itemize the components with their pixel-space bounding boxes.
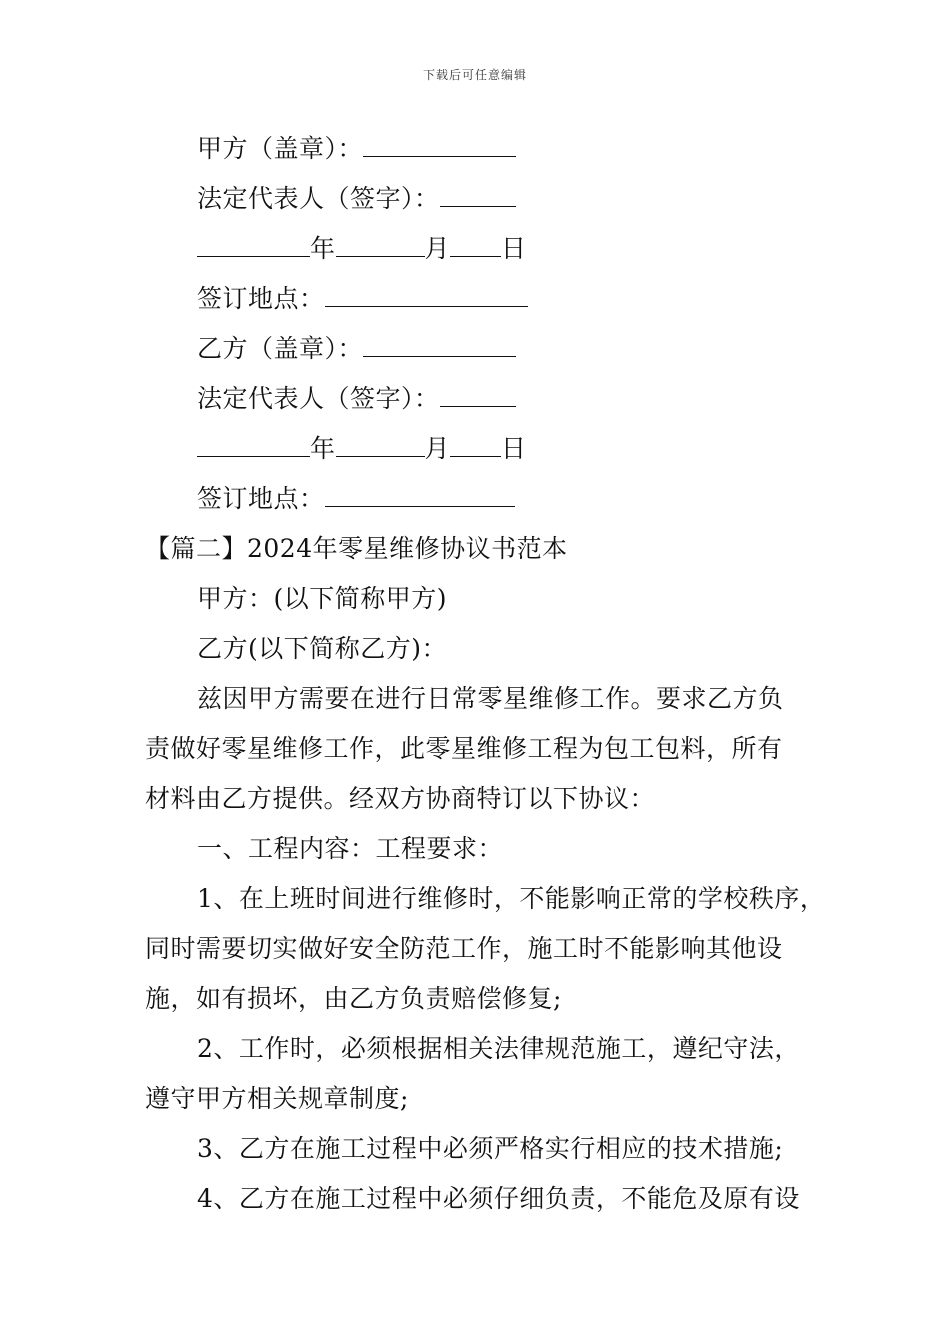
- legal-rep-b-line: [197, 384, 516, 414]
- paragraph-line: 4、乙方在施工过程中必须仔细负责，不能危及原有设: [197, 1184, 800, 1213]
- paragraph-line: 兹因甲方需要在进行日常零星维修工作。要求乙方负: [197, 684, 784, 713]
- day-label: 日: [501, 234, 527, 263]
- place-a-line: [197, 284, 528, 314]
- clause-heading: 一、工程内容：工程要求：: [197, 834, 504, 863]
- party-a-text: 甲方：(以下简称甲方): [197, 584, 448, 613]
- party-a-seal-line: [197, 134, 516, 164]
- party-b-seal-line: [197, 334, 516, 364]
- date-a-line: [197, 234, 527, 264]
- party-b-text: 乙方(以下简称乙方)：: [197, 634, 448, 663]
- legal-rep-a-line: [197, 184, 516, 214]
- day-label: 日: [501, 434, 527, 463]
- section-title: 【篇二】2024年零星维修协议书范本: [145, 534, 568, 563]
- party-a-seal-label: 甲方（盖章）：: [197, 134, 364, 163]
- blank-underline: [197, 234, 310, 257]
- blank-underline: [325, 284, 528, 307]
- party-b-seal-label: 乙方（盖章）：: [197, 334, 364, 363]
- blank-underline: [440, 184, 516, 207]
- blank-underline: [336, 234, 425, 257]
- year-label: 年: [310, 234, 336, 263]
- blank-underline: [363, 134, 516, 157]
- legal-rep-a-label: 法定代表人（签字）：: [197, 184, 440, 213]
- blank-underline: [450, 234, 501, 257]
- blank-underline: [440, 384, 516, 407]
- blank-underline: [336, 434, 425, 457]
- month-label: 月: [424, 434, 451, 463]
- paragraph-line: 2、工作时，必须根据相关法律规范施工，遵纪守法，: [197, 1034, 800, 1063]
- date-b-line: [197, 434, 527, 464]
- blank-underline: [197, 434, 310, 457]
- paragraph-line: 3、乙方在施工过程中必须严格实行相应的技术措施;: [197, 1134, 784, 1163]
- paragraph-line: 施，如有损坏，由乙方负责赔偿修复;: [145, 984, 562, 1013]
- paragraph-line: 材料由乙方提供。经双方协商特订以下协议：: [145, 784, 656, 813]
- legal-rep-b-label: 法定代表人（签字）：: [197, 384, 440, 413]
- place-b-label: 签订地点：: [197, 484, 325, 513]
- paragraph-line: 遵守甲方相关规章制度;: [145, 1084, 409, 1113]
- paragraph-line: 1、在上班时间进行维修时，不能影响正常的学校秩序，: [197, 884, 826, 913]
- place-a-label: 签订地点：: [197, 284, 325, 313]
- place-b-line: [197, 484, 515, 514]
- paragraph-line: 责做好零星维修工作，此零星维修工程为包工包料，所有: [145, 734, 783, 763]
- blank-underline: [450, 434, 501, 457]
- blank-underline: [325, 484, 515, 507]
- blank-underline: [363, 334, 516, 357]
- page-header: 下载后可任意编辑: [422, 68, 527, 82]
- year-label: 年: [310, 434, 336, 463]
- month-label: 月: [424, 234, 451, 263]
- paragraph-line: 同时需要切实做好安全防范工作，施工时不能影响其他设: [145, 934, 783, 963]
